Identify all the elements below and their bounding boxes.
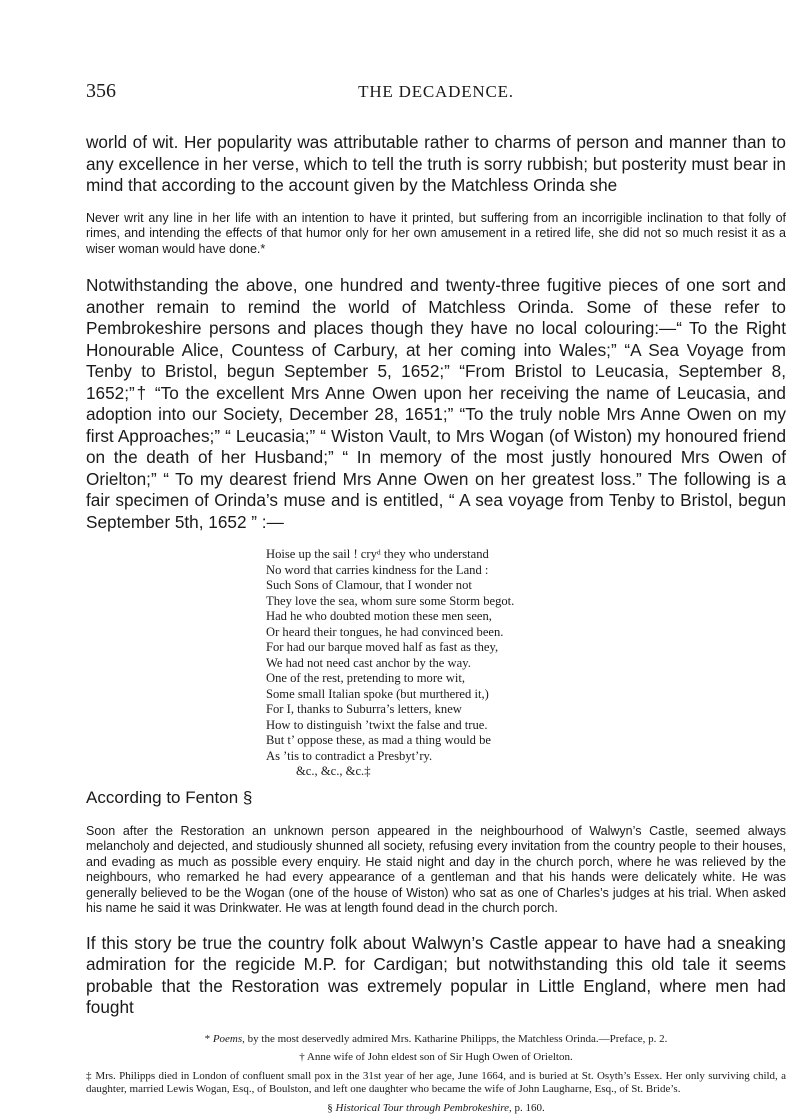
footnote-2: † Anne wife of John eldest son of Sir Hugh Owen of Orielton. bbox=[299, 1051, 573, 1063]
paragraph-1: world of wit. Her popularity was attributable rather to charms of person and manner than to any excellence in her verse, which to tell the truth is sorry rubbish; but posterity must bear in mind that according to the account given by the Matchless Orinda she bbox=[86, 132, 786, 195]
footnote-4-text: p. 160. bbox=[511, 1101, 545, 1114]
poem-line: One of the rest, pretending to more wit, bbox=[266, 671, 465, 685]
poem-line: No word that carries kindness for the Land : bbox=[266, 562, 489, 577]
page-number: 356 bbox=[86, 80, 116, 102]
poem-line: They love the sea, whom sure some Storm begot. bbox=[266, 593, 515, 608]
page-header bbox=[86, 80, 786, 110]
poem-line: We had not need cast anchor by the way. bbox=[266, 655, 471, 670]
according-to-fenton: According to Fenton § bbox=[86, 787, 253, 807]
poem-line: Had he who doubted motion these men seen, bbox=[266, 609, 492, 623]
orinda-quote: Never writ any line in her life with an intention to have it printed, but suffering from an incorrigible inclination to that folly of rimes, and intending the effects of that humor only for her own amusement in a retired life, she did not so much resist it as a wiser woman would have done.* bbox=[86, 210, 786, 256]
footnote-4-title: Historical Tour through Pembrokeshire, bbox=[335, 1101, 512, 1114]
poem-line: Such Sons of Clamour, that I wonder not bbox=[266, 578, 472, 592]
footnote-1-text: by the most deservedly admired Mrs. Katharine Philipps, the Matchless Orinda.—Preface, p. 2. bbox=[244, 1032, 668, 1045]
footnote-4 bbox=[86, 1102, 786, 1116]
poem-line: Some small Italian spoke (but murthered it,) bbox=[266, 686, 489, 701]
poem-line: Or heard their tongues, he had convinced been. bbox=[266, 624, 504, 639]
poem-line: &c., &c., &c.‡ bbox=[296, 764, 371, 778]
poem-line: But t’ oppose these, as mad a thing would be bbox=[266, 733, 492, 747]
poem bbox=[266, 547, 786, 780]
footnote-4-mark: § bbox=[327, 1101, 336, 1114]
poem-line: Hoise up the sail ! cryᵈ they who understand bbox=[266, 547, 489, 561]
poem-line: For I, thanks to Suburra’s letters, knew bbox=[266, 702, 462, 716]
paragraph-2: Notwithstanding the above, one hundred and twenty-three fugitive pieces of one sort and another remain to remind the world of Matchless Orinda. Some of these refer to Pembrokeshire persons and places though they have no local colouring:—“ To the Right Honourable Alice, Countess of Carbury, at her coming into Wales;” “A Sea Voyage from Tenby to Bristol, begun September 5, 1652;” “From Bristol to Leucasia, September 8, 1652;”† “To the excellent Mrs Anne Owen upon her receiving the name of Leucasia, and adoption into our Society, December 28, 1651;” “To the truly noble Mrs Anne Owen on my first Approaches;” “ Leucasia;” “ Wiston Vault, to Mrs Wogan (of Wiston) my honoured friend on the death of her Husband;” “ In memory of the most justly honoured Mrs Owen of Orielton;” “ To my dearest friend Mrs Anne Owen on her greatest loss.” The following is a fair specimen of Orinda’s muse and is entitled, “ A sea voyage from Tenby to Bristol, begun September 5th, 1652 ” :— bbox=[86, 275, 786, 532]
poem-line: For had our barque moved half as fast as they, bbox=[266, 640, 499, 654]
poem-line: How to distinguish ’twixt the false and true. bbox=[266, 717, 488, 732]
running-head: THE DECADENCE. bbox=[358, 82, 514, 101]
paragraph-3: If this story be true the country folk about Walwyn’s Castle appear to have had a sneaking admiration for the regicide M.P. for Cardigan; but notwithstanding this old tale it seems probable that the Restoration was extremely popular in Little England, where men had fought bbox=[86, 932, 786, 1017]
footnote-1 bbox=[86, 1033, 786, 1047]
footnote-1-title: Poems, bbox=[212, 1032, 245, 1045]
footnote-3: ‡ Mrs. Philipps died in London of confluent small pox in the 31st year of her age, June 1664, and is buried at St. Osyth’s Essex. Her only surviving child, a daughter, married Lewis Wogan, Esq., of Boulston, and left one daughter who became the wife of John Laugharne, Esq., of St. Bride’s. bbox=[86, 1069, 786, 1095]
footnotes bbox=[86, 1033, 786, 1116]
book-page bbox=[86, 80, 786, 1120]
footnote-1-mark: * bbox=[204, 1032, 213, 1045]
poem-line: As ’tis to contradict a Presbyt’ry. bbox=[266, 748, 433, 763]
walwyn-anecdote: Soon after the Restoration an unknown person appeared in the neighbourhood of Walwyn’s Castle, seemed always melancholy and dejected, and studiously shunned all society, refusing every invitation from the country people to their houses, and evading as much as possible every enquiry. He staid night and day in the church porch, where he was relieved by the neighbours, who remarked he had every appearance of a gentleman and that his hands were delicately white. He was generally believed to be the Wogan (one of the house of Wiston) who sat as one of Charles’s judges at his trial. When asked his name he said it was Drinkwater. He was at length found dead in the church porch. bbox=[86, 823, 786, 915]
